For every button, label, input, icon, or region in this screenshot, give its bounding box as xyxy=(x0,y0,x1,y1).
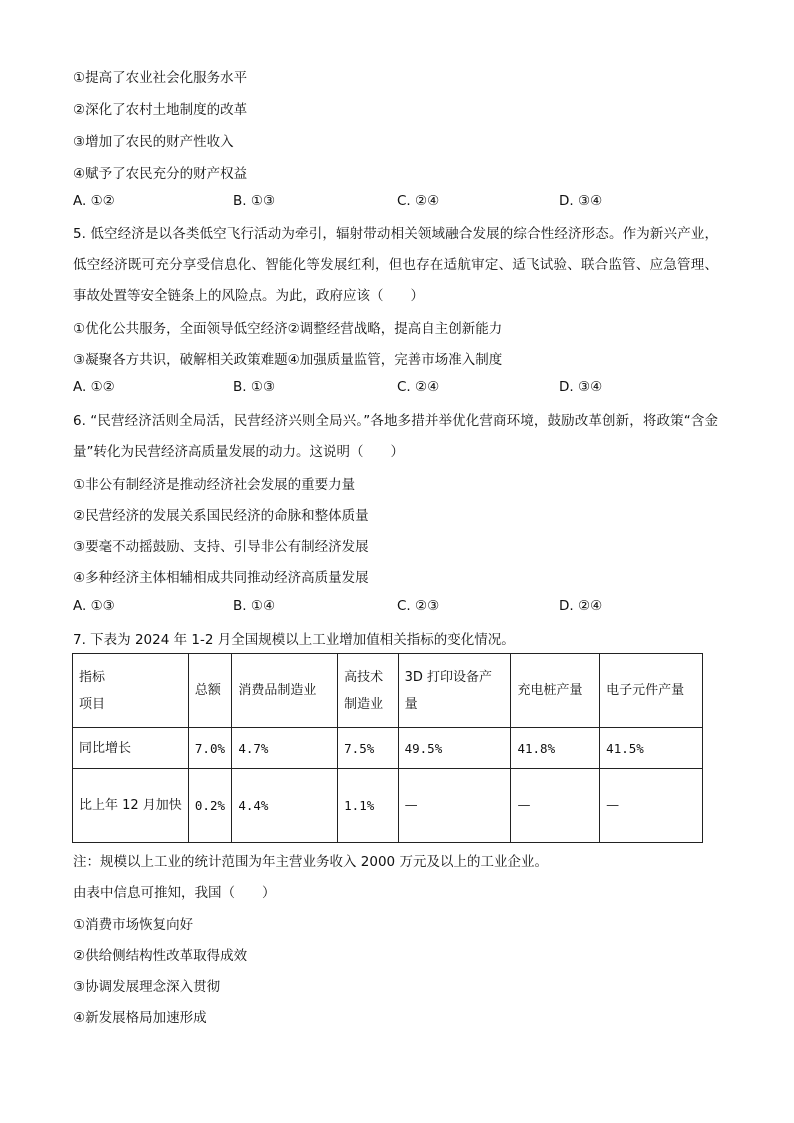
table-cell: — xyxy=(600,769,703,843)
q4-statement-3: ③增加了农民的财产性收入 xyxy=(73,134,234,150)
table-cell: 1.1% xyxy=(338,769,398,843)
header-charging-pile: 充电桩产量 xyxy=(511,654,600,728)
header-total: 总额 xyxy=(188,654,231,728)
corner-top-label: 指标 xyxy=(79,669,106,685)
table-cell: — xyxy=(398,769,511,843)
q6-stem: 6. “民营经济活则全局活，民营经济兴则全局兴。”各地多措并举优化营商环境，鼓励改革创新，将政策“含金量”转化为民营经济高质量发展的动力。这说明（ ） xyxy=(73,413,718,460)
header-high-tech: 高技术制造业 xyxy=(338,654,398,728)
q7-statement-2: ②供给侧结构性改革取得成效 xyxy=(73,948,248,964)
q5-option-b: B. ①③ xyxy=(233,379,276,395)
table-cell: 41.5% xyxy=(600,728,703,769)
header-electronic-components: 电子元件产量 xyxy=(600,654,703,728)
q4-statement-4: ④赋予了农民充分的财产权益 xyxy=(73,166,248,182)
q5-option-d: D. ③④ xyxy=(559,379,603,395)
corner-bottom-label: 项目 xyxy=(79,696,106,712)
table-cell: 49.5% xyxy=(398,728,511,769)
q6-statement-1: ①非公有制经济是推动经济社会发展的重要力量 xyxy=(73,477,356,493)
q4-options xyxy=(73,193,633,213)
q7-statement-1: ①消费市场恢复向好 xyxy=(73,917,194,933)
q4-option-b: B. ①③ xyxy=(233,193,276,209)
table-cell: 0.2% xyxy=(188,769,231,843)
table-header-row xyxy=(73,654,703,728)
q4-option-c: C. ②④ xyxy=(397,193,440,209)
header-3d-printing: 3D 打印设备产量 xyxy=(398,654,511,728)
q5-options xyxy=(73,379,633,399)
table-cell: — xyxy=(511,769,600,843)
q6-statement-4: ④多种经济主体相辅相成共同推动经济高质量发展 xyxy=(73,570,369,586)
q6-statement-2: ②民营经济的发展关系国民经济的命脉和整体质量 xyxy=(73,508,369,524)
row-label: 同比增长 xyxy=(73,728,189,769)
q7-intro: 7. 下表为 2024 年 1-2 月全国规模以上工业增加值相关指标的变化情况。 xyxy=(73,632,515,648)
q4-statement-2: ②深化了农村土地制度的改革 xyxy=(73,102,248,118)
q7-stem: 由表中信息可推知，我国（ ） xyxy=(73,885,276,901)
q6-option-b: B. ①④ xyxy=(233,598,276,614)
q4-option-a: A. ①② xyxy=(73,193,115,209)
indicator-table xyxy=(72,653,703,843)
q5-statement-2: ③凝聚各方共识，破解相关政策难题④加强质量监管，完善市场准入制度 xyxy=(73,352,503,368)
q7-note: 注：规模以上工业的统计范围为年主营业务收入 2000 万元及以上的工业企业。 xyxy=(73,854,548,870)
q6-statement-3: ③要毫不动摇鼓励、支持、引导非公有制经济发展 xyxy=(73,539,369,555)
q6-option-a: A. ①③ xyxy=(73,598,115,614)
table-row xyxy=(73,728,703,769)
q5-option-a: A. ①② xyxy=(73,379,115,395)
table-row xyxy=(73,769,703,843)
q5-stem: 5. 低空经济是以各类低空飞行活动为牵引，辐射带动相关领域融合发展的综合性经济形态。作为新兴产业，低空经济既可充分享受信息化、智能化等发展红利，但也存在适航审定、适飞试验、联合监管、应急管理、事故处置等安全链条上的风险点。为此，政府应该（ ） xyxy=(73,226,718,304)
header-consumer-goods: 消费品制造业 xyxy=(232,654,338,728)
table-corner-cell xyxy=(73,654,189,728)
table-cell: 7.0% xyxy=(188,728,231,769)
q5-option-c: C. ②④ xyxy=(397,379,440,395)
table-cell: 7.5% xyxy=(338,728,398,769)
q4-statement-1: ①提高了农业社会化服务水平 xyxy=(73,70,248,86)
q4-option-d: D. ③④ xyxy=(559,193,603,209)
q6-option-d: D. ②④ xyxy=(559,598,603,614)
q5-statement-1: ①优化公共服务，全面领导低空经济②调整经营战略，提高自主创新能力 xyxy=(73,321,503,337)
table-cell: 41.8% xyxy=(511,728,600,769)
q6-options xyxy=(73,598,633,618)
q6-option-c: C. ②③ xyxy=(397,598,440,614)
row-label: 比上年 12 月加快 xyxy=(73,769,189,843)
q7-statement-4: ④新发展格局加速形成 xyxy=(73,1010,207,1026)
table-cell: 4.4% xyxy=(232,769,338,843)
q7-statement-3: ③协调发展理念深入贯彻 xyxy=(73,979,221,995)
table-cell: 4.7% xyxy=(232,728,338,769)
